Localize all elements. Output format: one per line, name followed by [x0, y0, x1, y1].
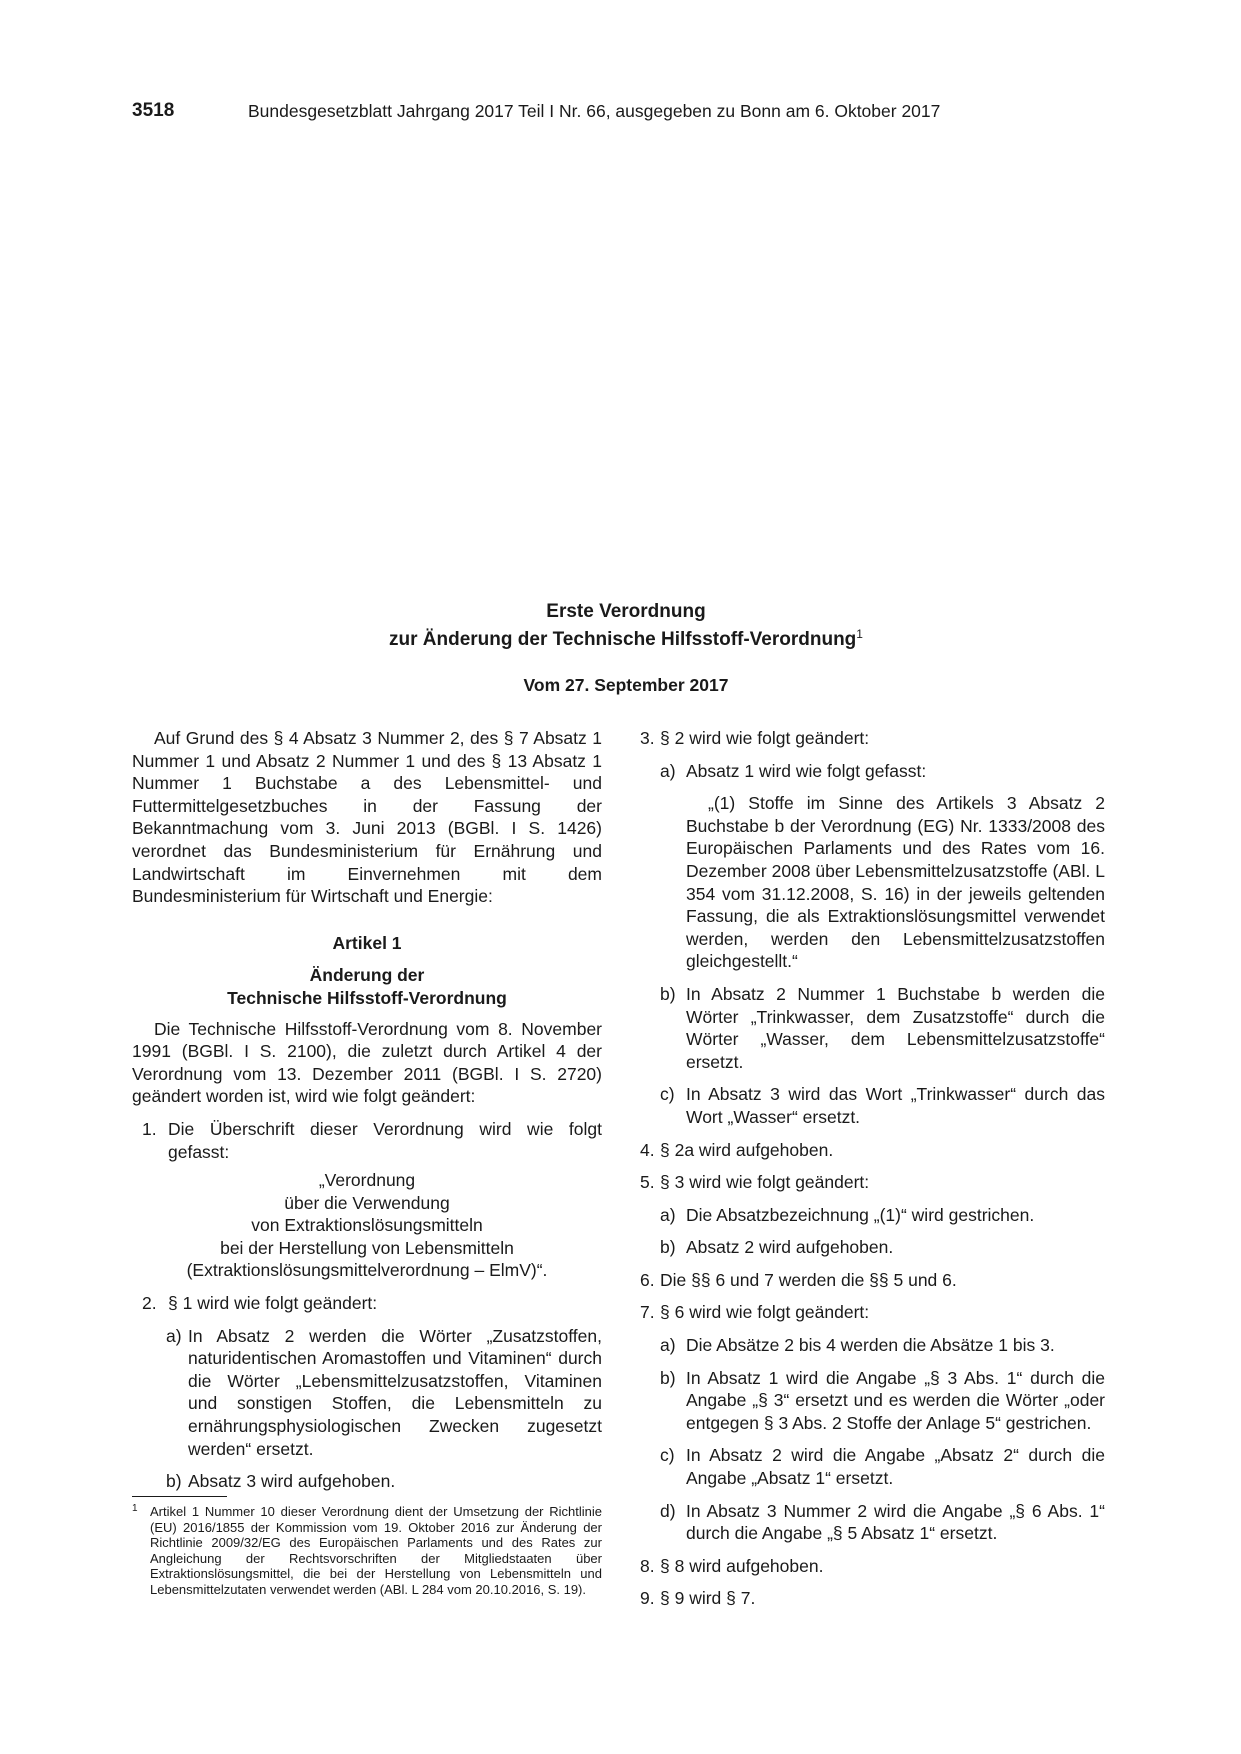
list-item: [640, 1139, 1105, 1162]
sub-item-text: Absatz 3 wird aufgehoben.: [188, 1471, 396, 1492]
item-text: Die §§ 6 und 7 werden die §§ 5 und 6.: [660, 1269, 957, 1290]
sub-item: [640, 1444, 1105, 1489]
sub-item-text: Die Absätze 2 bis 4 werden die Absätze 1 bis 3.: [686, 1335, 1055, 1356]
sub-item-label: b): [660, 983, 676, 1004]
document-date: Vom 27. September 2017: [523, 675, 729, 695]
list-item: [640, 1171, 1105, 1194]
item-text: Die Überschrift dieser Verordnung wird wie folgt gefasst:: [168, 1118, 602, 1162]
sub-item: [640, 1367, 1105, 1435]
sub-item-label: d): [660, 1500, 676, 1521]
sub-item-text: Absatz 1 wird wie folgt gefasst:: [686, 760, 927, 781]
right-column: [640, 727, 1105, 1610]
footnote-divider: [132, 1496, 227, 1497]
sub-item: [640, 760, 1105, 783]
sub-item-label: b): [166, 1471, 182, 1492]
page-number: 3518: [132, 100, 175, 121]
sub-item-text: In Absatz 1 wird die Angabe „§ 3 Abs. 1“ durch die Angabe „§ 3“ ersetzt und es werden die Wörter „oder entgegen § 3 Abs. 2 Stoffe der Anlage 5“ gestrichen.: [686, 1367, 1105, 1433]
sub-item-label: c): [660, 1084, 675, 1105]
sub-item-label: b): [660, 1367, 676, 1388]
quote-line: bei der Herstellung von Lebensmitteln: [220, 1237, 514, 1258]
sub-item-text: In Absatz 2 Nummer 1 Buchstabe b werden die Wörter „Trinkwasser, dem Zusatzstoffe“ durch die Wörter „Wasser, dem Lebensmittelzusatzstoffe“ ersetzt.: [686, 983, 1105, 1072]
sub-item-text: In Absatz 2 werden die Wörter „Zusatzstoffen, naturidentischen Aromastoffen und Vitaminen“ durch die Wörter „Lebensmittelzusatzstoffen, Vitaminen und sonstigen Stoffen, die Lebensmitteln zu ernährungsphysiologischen Zwecken zugesetzt werden“ ersetzt.: [188, 1325, 602, 1459]
item-text: § 8 wird aufgehoben.: [660, 1555, 824, 1576]
article-title: Artikel 1: [332, 932, 402, 953]
item-text: § 2a wird aufgehoben.: [660, 1139, 834, 1160]
list-item: [640, 1269, 1105, 1292]
item-text: § 6 wird wie folgt geändert:: [660, 1302, 870, 1323]
footnote-mark: 1: [132, 1503, 138, 1514]
sub-item: [640, 1236, 1105, 1259]
item-number: 1.: [142, 1118, 157, 1139]
list-item: [132, 1118, 602, 1163]
footnote: [132, 1504, 602, 1598]
quote-line: über die Verwendung: [284, 1192, 450, 1213]
item-number: 2.: [142, 1293, 157, 1314]
item-text: § 1 wird wie folgt geändert:: [168, 1293, 378, 1314]
preamble: Auf Grund des § 4 Absatz 3 Nummer 2, des § 7 Absatz 1 Nummer 1 und Absatz 2 Nummer 1 und des § 13 Absatz 1 Nummer 1 Buchstabe a des Lebensmittel- und Futtermittelgesetzbuches in der Fassung der Bekanntmachung vom 3. Juni 2013 (BGBl. I S. 1426) verordnet das Bundesministerium für Ernährung und Landwirtschaft im Einvernehmen mit dem Bundesministerium für Wirtschaft und Energie:: [132, 728, 602, 907]
item-number: 9.: [640, 1588, 655, 1609]
item-text: § 2 wird wie folgt geändert:: [660, 728, 870, 748]
sub-item-label: a): [660, 1335, 676, 1356]
sub-item: [132, 1470, 602, 1493]
footnote-reference: 1: [856, 627, 863, 641]
item-number: 5.: [640, 1172, 655, 1193]
running-title: Bundesgesetzblatt Jahrgang 2017 Teil I Nr. 66, ausgegeben zu Bonn am 6. Oktober 2017: [248, 101, 941, 121]
footnote-text: Artikel 1 Nummer 10 dieser Verordnung dient der Umsetzung der Richtlinie (EU) 2016/1855 der Kommission vom 19. Oktober 2016 zur Änderung der Richtlinie 2009/32/EG des Europäischen Parlaments und des Rates zur Angleichung der Rechtsvorschriften der Mitgliedstaaten über Extraktionslösungsmittel, die bei der Herstellung von Lebensmitteln und Lebensmittelzutaten verwendet werden (ABl. L 284 vom 20.10.2016, S. 19).: [150, 1504, 602, 1597]
sub-item: [640, 983, 1105, 1073]
sub-item-text: In Absatz 3 Nummer 2 wird die Angabe „§ 6 Abs. 1“ durch die Angabe „§ 5 Absatz 1“ ersetzt.: [686, 1500, 1105, 1544]
item-number: 4.: [640, 1139, 655, 1160]
sub-item-label: b): [660, 1237, 676, 1258]
item-number: 6.: [640, 1269, 655, 1290]
list-item: [640, 1555, 1105, 1578]
item-number: 3.: [640, 728, 655, 748]
quote-line: von Extraktionslösungsmitteln: [251, 1215, 483, 1236]
sub-item-label: a): [166, 1325, 182, 1346]
sub-item-text: In Absatz 3 wird das Wort „Trinkwasser“ durch das Wort „Wasser“ ersetzt.: [686, 1084, 1105, 1127]
article-subtitle-2: Technische Hilfsstoff-Verordnung: [227, 987, 507, 1008]
left-column: [132, 727, 602, 1493]
sub-item: [640, 1083, 1105, 1128]
sub-item-text: Absatz 2 wird aufgehoben.: [686, 1237, 894, 1258]
title-line-2: [132, 623, 1120, 651]
item-number: 8.: [640, 1555, 655, 1576]
item-number: 7.: [640, 1302, 655, 1323]
article-intro: Die Technische Hilfsstoff-Verordnung vom 8. November 1991 (BGBl. I S. 2100), die zuletzt durch Artikel 4 der Verordnung vom 13. Dezember 2011 (BGBl. I S. 2720) geändert worden ist, wird wie folgt geändert:: [132, 1018, 602, 1107]
list-item: [132, 1292, 602, 1315]
sub-item-text: Die Absatzbezeichnung „(1)“ wird gestrichen.: [686, 1204, 1035, 1225]
item-text: § 3 wird wie folgt geändert:: [660, 1172, 870, 1193]
item-text: § 9 wird § 7.: [660, 1588, 756, 1609]
sub-item-text: In Absatz 2 wird die Angabe „Absatz 2“ durch die Angabe „Absatz 1“ ersetzt.: [686, 1445, 1105, 1489]
list-item: [640, 727, 1105, 750]
sub-item: [640, 1500, 1105, 1545]
title-line-2-text: zur Änderung der Technische Hilfsstoff-Verordnung: [389, 629, 857, 650]
title-line-1: Erste Verordnung: [546, 601, 706, 622]
sub-item: [640, 1334, 1105, 1357]
sub-item-label: a): [660, 760, 676, 781]
sub-item: [640, 1204, 1105, 1227]
document-title-block: [132, 600, 1120, 696]
quote-line: „Verordnung: [318, 1170, 416, 1191]
document-title: [132, 600, 1120, 651]
list-item: [640, 1301, 1105, 1324]
sub-item: [132, 1325, 602, 1461]
article-subtitle-1: Änderung der: [309, 965, 425, 986]
list-item: [640, 1587, 1105, 1610]
quoted-title: [132, 1169, 602, 1282]
sub-item-label: c): [660, 1445, 675, 1466]
quote-line: (Extraktionslösungsmittelverordnung – ElmV)“.: [186, 1260, 548, 1281]
sub-item-label: a): [660, 1204, 676, 1225]
quoted-paragraph: „(1) Stoffe im Sinne des Artikels 3 Absatz 2 Buchstabe b der Verordnung (EG) Nr. 1333/2008 des Europäischen Parlaments und des Rates vom 16. Dezember 2008 über Lebensmittelzusatzstoffe (ABl. L 354 vom 31.12.2008, S. 16) in der jeweils geltenden Fassung, die als Extraktionslösungsmittel verwendet werden, werden den Lebensmittelzusatzstoffen gleichgestellt.“: [686, 793, 1105, 972]
